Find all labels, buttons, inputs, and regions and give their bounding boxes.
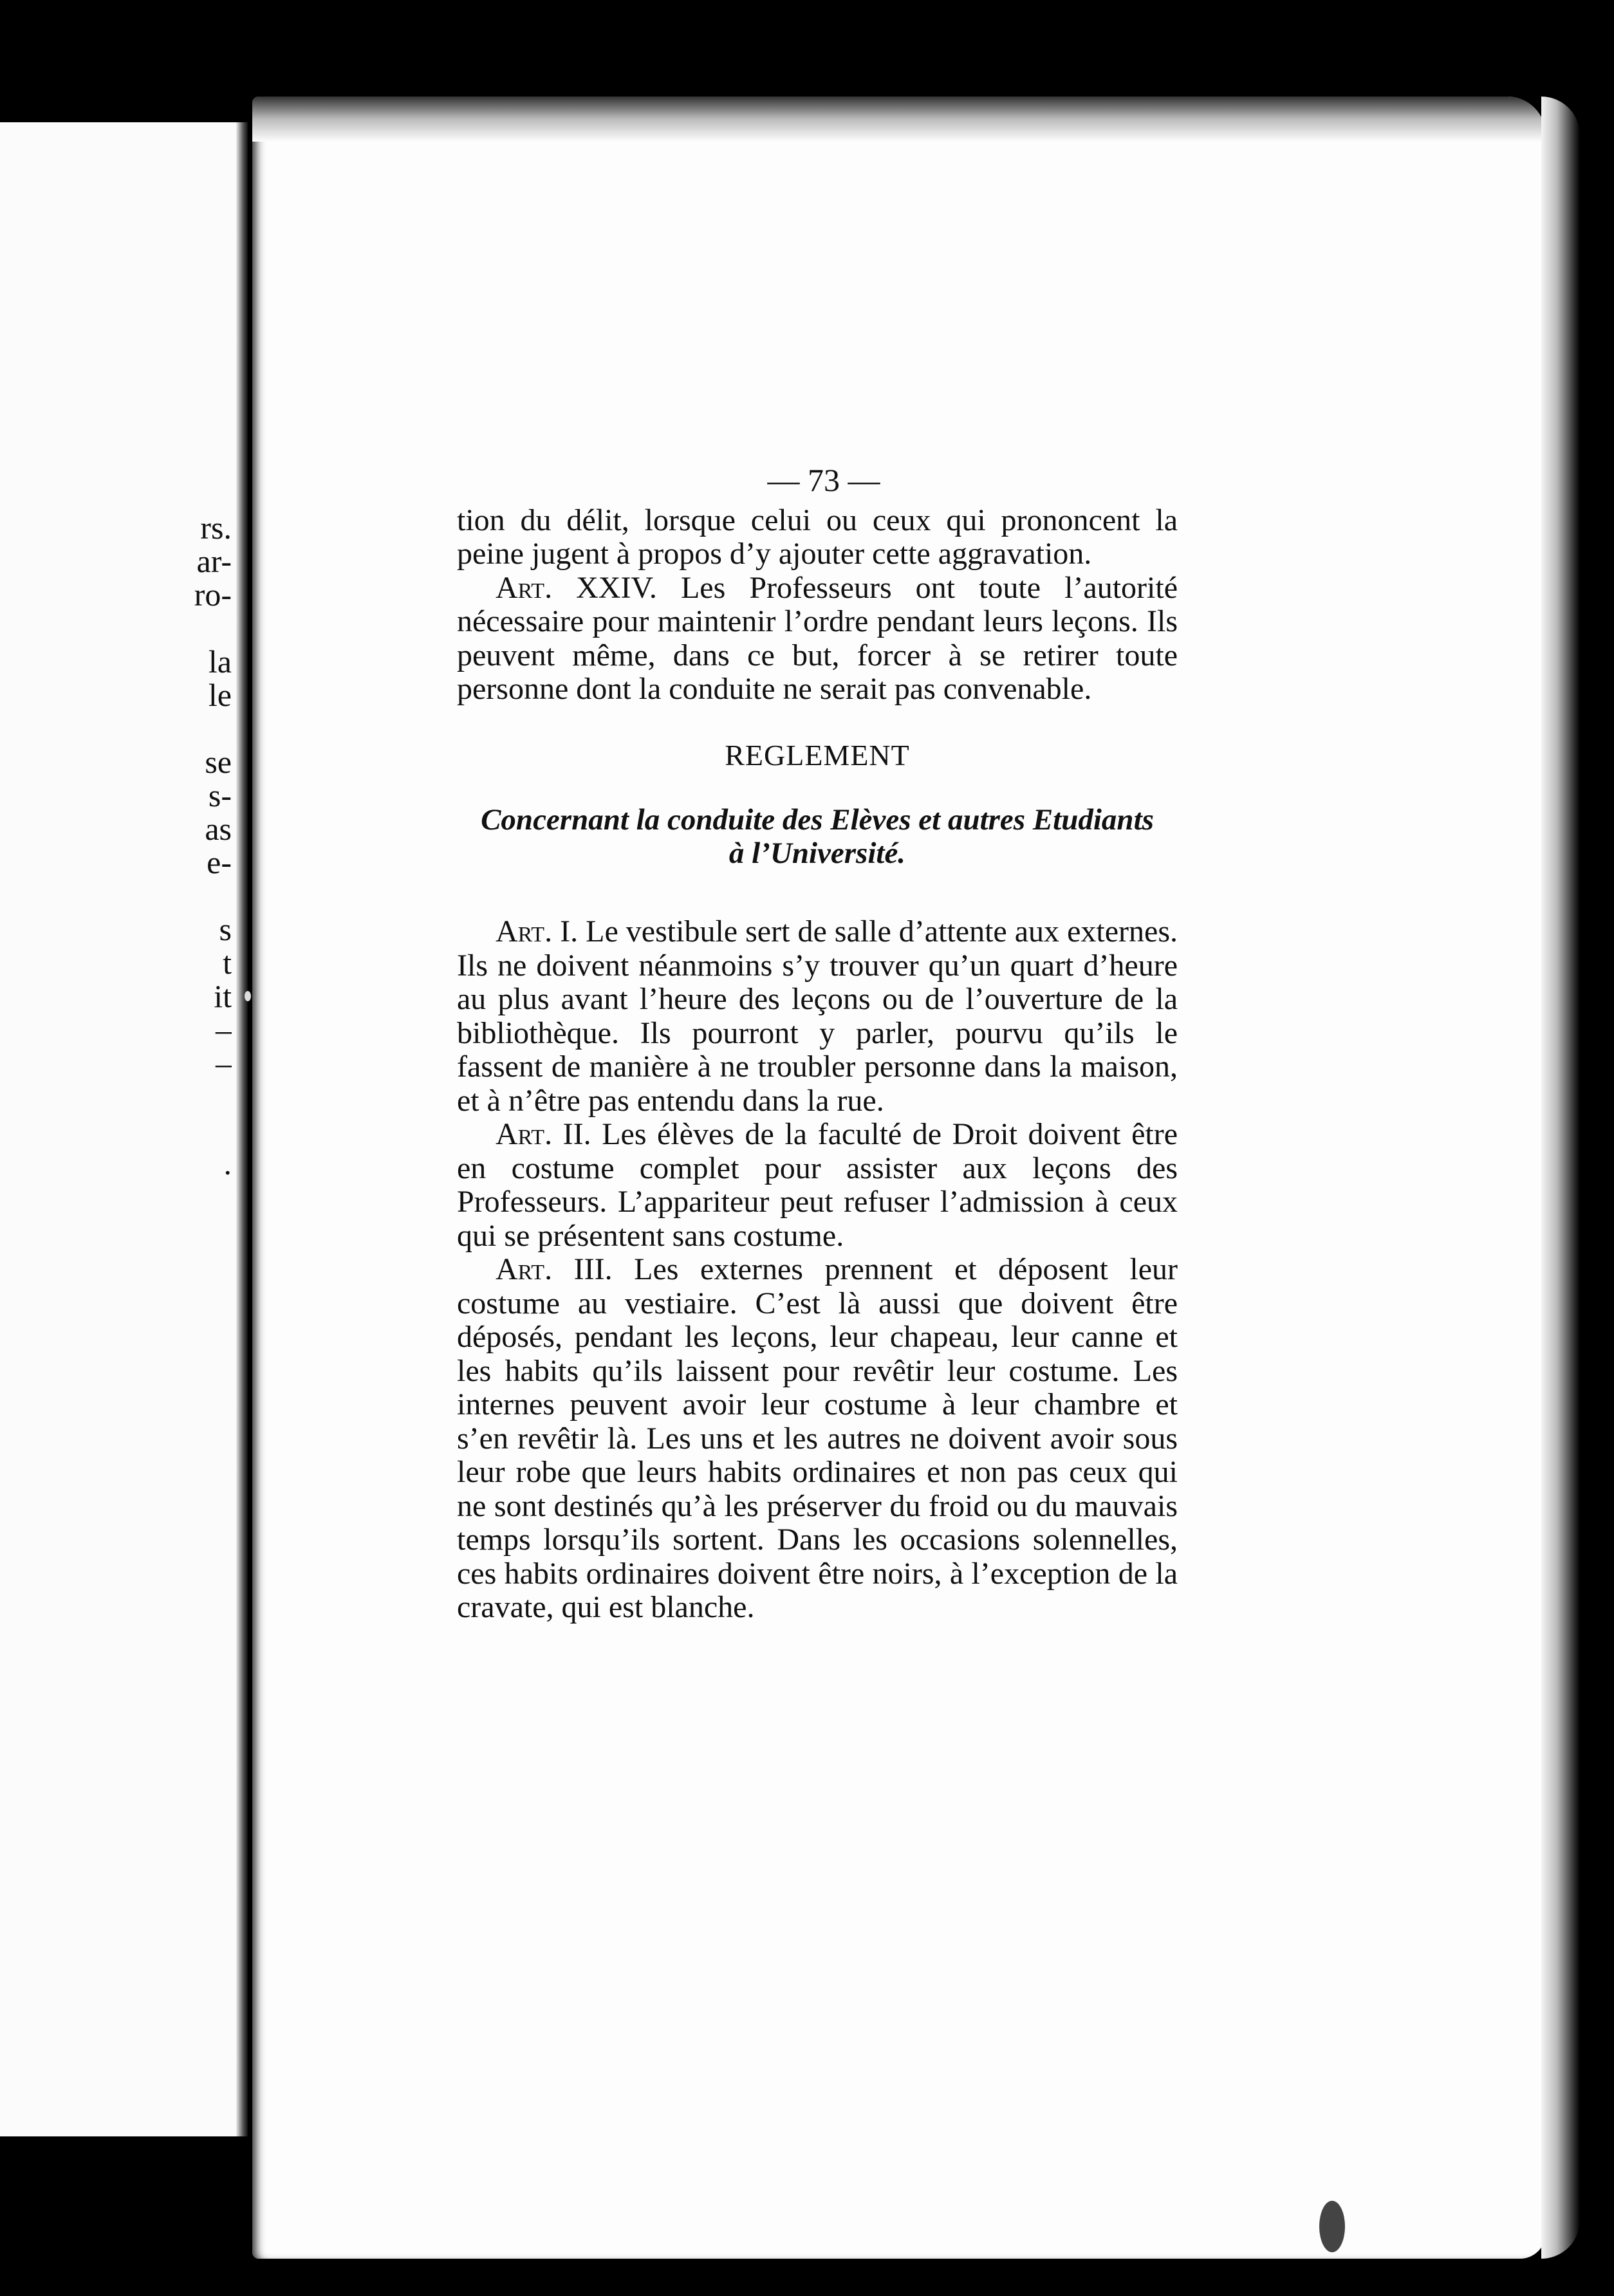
article-text: Les Professeurs ont toute l’autorité nécessaire pour maintenir l’ordre pendant leurs leçons. Ils peuvent même, dans ce but, forcer à se retirer toute personne dont la conduite ne serait pas convenable.: [457, 570, 1178, 706]
article-label: Art. III.: [496, 1252, 613, 1286]
left-fragment: [0, 1111, 232, 1144]
section-title: REGLEMENT: [725, 738, 910, 772]
article-1: [457, 915, 1178, 1118]
left-fragment: [0, 1077, 232, 1111]
left-fragment: [0, 709, 232, 743]
left-page: [0, 122, 248, 2136]
page-top-shadow: [252, 97, 1546, 142]
left-fragment: –: [216, 1045, 232, 1077]
left-fragment: se: [205, 744, 232, 776]
left-fragment: .: [223, 1145, 232, 1178]
article-label: Art. II.: [496, 1117, 591, 1151]
opening-paragraph: tion du délit, lorsque celui ou ceux qui prononcent la peine jugent à propos d’y ajouter cette aggravation.: [457, 503, 1178, 571]
left-fragment: [0, 609, 232, 642]
left-fragment: ar-: [196, 543, 232, 575]
left-fragment: it: [214, 978, 232, 1010]
scan-smudge: [1319, 2201, 1345, 2252]
left-fragment: le: [208, 677, 232, 709]
article-label: Art. XXIV.: [496, 570, 657, 605]
left-fragment: t: [223, 945, 232, 977]
article-text: Les élèves de la faculté de Droit doivent être en costume complet pour assister aux leçons des Professeurs. L’appariteur peut refuser l’admission à ceux qui se présentent sans costume.: [457, 1117, 1178, 1253]
scan-speck: [245, 991, 251, 1001]
article-text: Les externes prennent et déposent leur costume au vestiaire. C’est là aussi que doivent être déposés, pendant les leçons, leur chapeau, leur canne et les habits qu’ils laissent pour revêtir leur costume. Les internes peuvent avoir leur costume à leur chambre et s’en revêtir là. Les uns et les autres ne doivent avoir sous leur robe que leurs habits ordinaires et non pas ceux qui ne sont destinés qu’à les préserver du froid ou du mauvais temps lorsqu’ils sortent. Dans les occasions solennelles, ces habits ordinaires doivent être noirs, à l’exception de la cravate, qui est blanche.: [457, 1252, 1178, 1624]
left-fragment: e-: [207, 844, 232, 876]
article-3: [457, 1253, 1178, 1625]
left-fragment: –: [216, 1012, 232, 1044]
left-fragment: s-: [208, 777, 232, 810]
article-24: [457, 571, 1178, 707]
page-number: — 73 —: [767, 462, 880, 498]
section-subtitle-line: Concernant la conduite des Elèves et autres Etudiants: [481, 803, 1154, 837]
section-subtitle-line: à l’Université.: [728, 837, 906, 870]
left-fragment: [0, 876, 232, 910]
left-fragment: rs.: [200, 510, 232, 542]
article-label: Art. I.: [496, 914, 579, 949]
page-edge-shadow: [1541, 97, 1580, 2259]
page-content: [457, 463, 1178, 1625]
left-fragment: as: [205, 811, 232, 843]
article-2: [457, 1118, 1178, 1253]
left-fragment: ro-: [194, 577, 232, 609]
left-fragment: la: [208, 643, 232, 676]
left-page-text-fragments: [0, 508, 232, 1178]
section-subtitle: [457, 803, 1178, 870]
article-text: Le vestibule sert de salle d’attente aux externes. Ils ne doivent néanmoins s’y trouver qu’un quart d’heure au plus avant l’heure des leçons ou de l’ouverture de la bibliothèque. Ils pourront y parler, pourvu qu’ils le fassent de manière à ne troubler personne dans la maison, et à n’être pas entendu dans la rue.: [457, 914, 1178, 1118]
book-gutter: [236, 122, 248, 2136]
left-fragment: s: [219, 911, 232, 943]
